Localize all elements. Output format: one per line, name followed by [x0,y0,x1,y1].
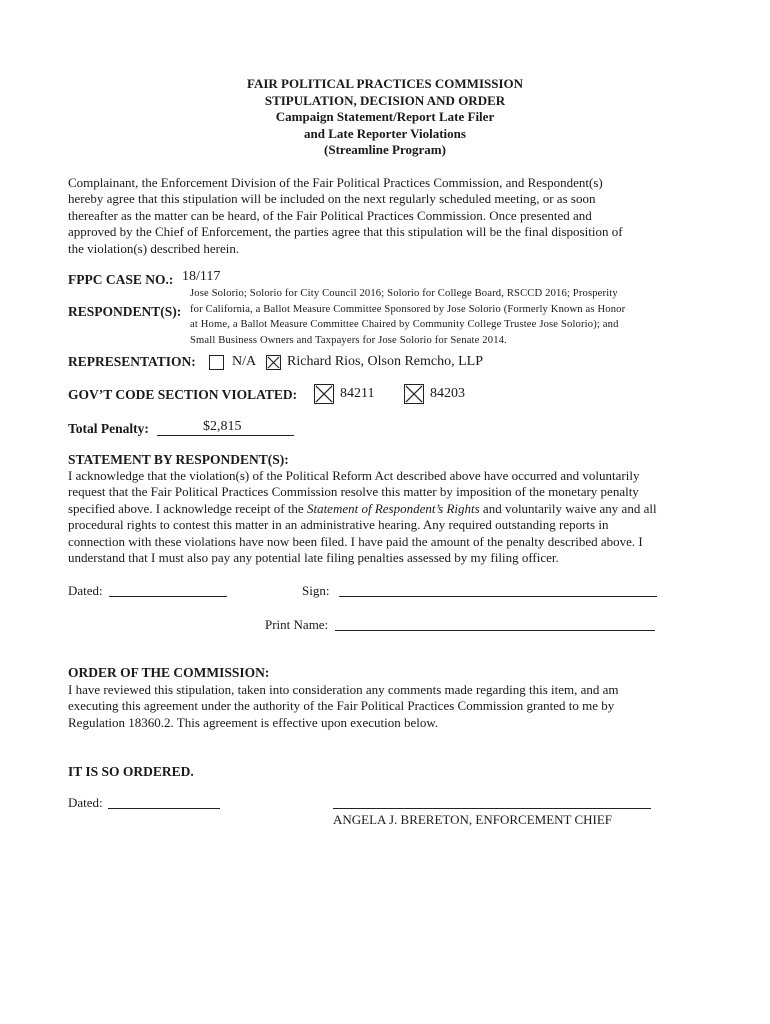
code-section-84211-checkbox[interactable] [314,384,334,404]
statement-line: procedural rights to contest this matter in an administrative hearing. Any required outstanding reports in [68,517,609,533]
header-title: FAIR POLITICAL PRACTICES COMMISSION [246,76,524,91]
statement-line: understand that I must also pay any potential late filing penalties assessed by my filing officer. [68,550,559,566]
code-section-84203-checkbox[interactable] [404,384,424,404]
statement-line: connection with these violations have now been filed. I have paid the amount of the penalty described above. I [68,533,643,549]
total-penalty-value: $2,815 [203,419,242,434]
respondent-dated-field[interactable] [109,596,227,597]
case-number-value: 18/117 [182,269,221,284]
print-name-field[interactable] [335,630,655,631]
statement-text: specified above. I acknowledge receipt of the [68,500,307,516]
header-line5: (Streamline Program) [324,142,446,157]
commission-dated-field[interactable] [108,808,220,809]
respondent-label: RESPONDENT(S): [68,304,182,319]
representation-counsel-checkbox[interactable] [266,355,281,370]
print-name-label: Print Name: [265,617,329,632]
respondent-line: Small Business Owners and Taxpayers for Jose Solorio for Senate 2014. [190,334,507,346]
header-subtitle: STIPULATION, DECISION AND ORDER [264,92,506,108]
statement-line: request that the Fair Political Practices Commission resolve this matter by imposition of the monetary penalty [68,484,639,500]
representation-na-label: N/A [232,354,257,369]
intro-line: approved by the Chief of Enforcement, the parties agree that this stipulation will be the final disposition of [68,224,623,240]
respondent-line: at Home, a Ballot Measure Committee Chaired by Community College Trustee Jose Solorio); and [190,319,619,330]
chief-signature-line[interactable] [333,808,651,809]
header-line3: Campaign Statement/Report Late Filer [275,109,495,124]
total-penalty-underline [157,435,294,436]
rights-document-title: Statement of Respondent’s Rights [306,500,480,516]
representation-na-checkbox[interactable] [209,355,224,370]
intro-line: the violation(s) described herein. [68,240,240,256]
respondent-line: for California, a Ballot Measure Committee Sponsored by Jose Solorio (Formerly Known as Honor [190,303,626,315]
code-section-label: GOV’T CODE SECTION VIOLATED: [68,387,298,402]
respondent-line: Jose Solorio; Solorio for City Council 2016; Solorio for College Board, RSCCD 2016; Prosperity [190,288,618,299]
intro-line: Complainant, the Enforcement Division of the Fair Political Practices Commission, and Respondent(s) [68,175,603,190]
header-line4: and Late Reporter Violations [304,125,466,141]
order-line: Regulation 18360.2. This agreement is effective upon execution below. [68,714,439,730]
chief-signer-name: ANGELA J. BRERETON, ENFORCEMENT CHIEF [333,812,613,827]
intro-line: thereafter as the matter can be heard, of the Fair Political Practices Commission. Once presented and [68,207,592,223]
check-x-icon [267,356,280,369]
statement-line: I acknowledge that the violation(s) of the Political Reform Act described above have occurred and voluntarily [68,468,640,483]
commission-dated-label: Dated: [68,795,103,810]
case-number-label: FPPC CASE NO.: [68,272,174,287]
statement-text: and voluntarily waive any and all [479,500,657,516]
order-line: executing this agreement under the authority of the Fair Political Practices Commission granted to me by [68,698,615,714]
respondent-list [190,286,710,348]
statement-paragraph [68,468,728,566]
check-x-icon [405,385,423,403]
order-line: I have reviewed this stipulation, taken into consideration any comments made regarding this item, and am [68,682,619,697]
sign-field[interactable] [339,596,657,597]
code-section-84211-label: 84211 [340,386,375,401]
representation-label: REPRESENTATION: [68,354,196,369]
so-ordered-text: IT IS SO ORDERED. [68,764,194,779]
respondent-dated-label: Dated: [68,583,103,598]
order-heading: ORDER OF THE COMMISSION: [68,665,270,680]
total-penalty-label: Total Penalty: [68,421,149,436]
code-section-84203-label: 84203 [430,386,465,401]
intro-line: hereby agree that this stipulation will be included on the next regularly scheduled meeting, or as soon [68,191,596,207]
statement-heading: STATEMENT BY RESPONDENT(S): [68,452,289,467]
representation-counsel-name: Richard Rios, Olson Remcho, LLP [287,354,483,369]
order-paragraph [68,682,728,731]
sign-label: Sign: [302,583,330,598]
check-x-icon [315,385,333,403]
intro-paragraph [68,175,718,257]
statement-line [68,501,728,517]
